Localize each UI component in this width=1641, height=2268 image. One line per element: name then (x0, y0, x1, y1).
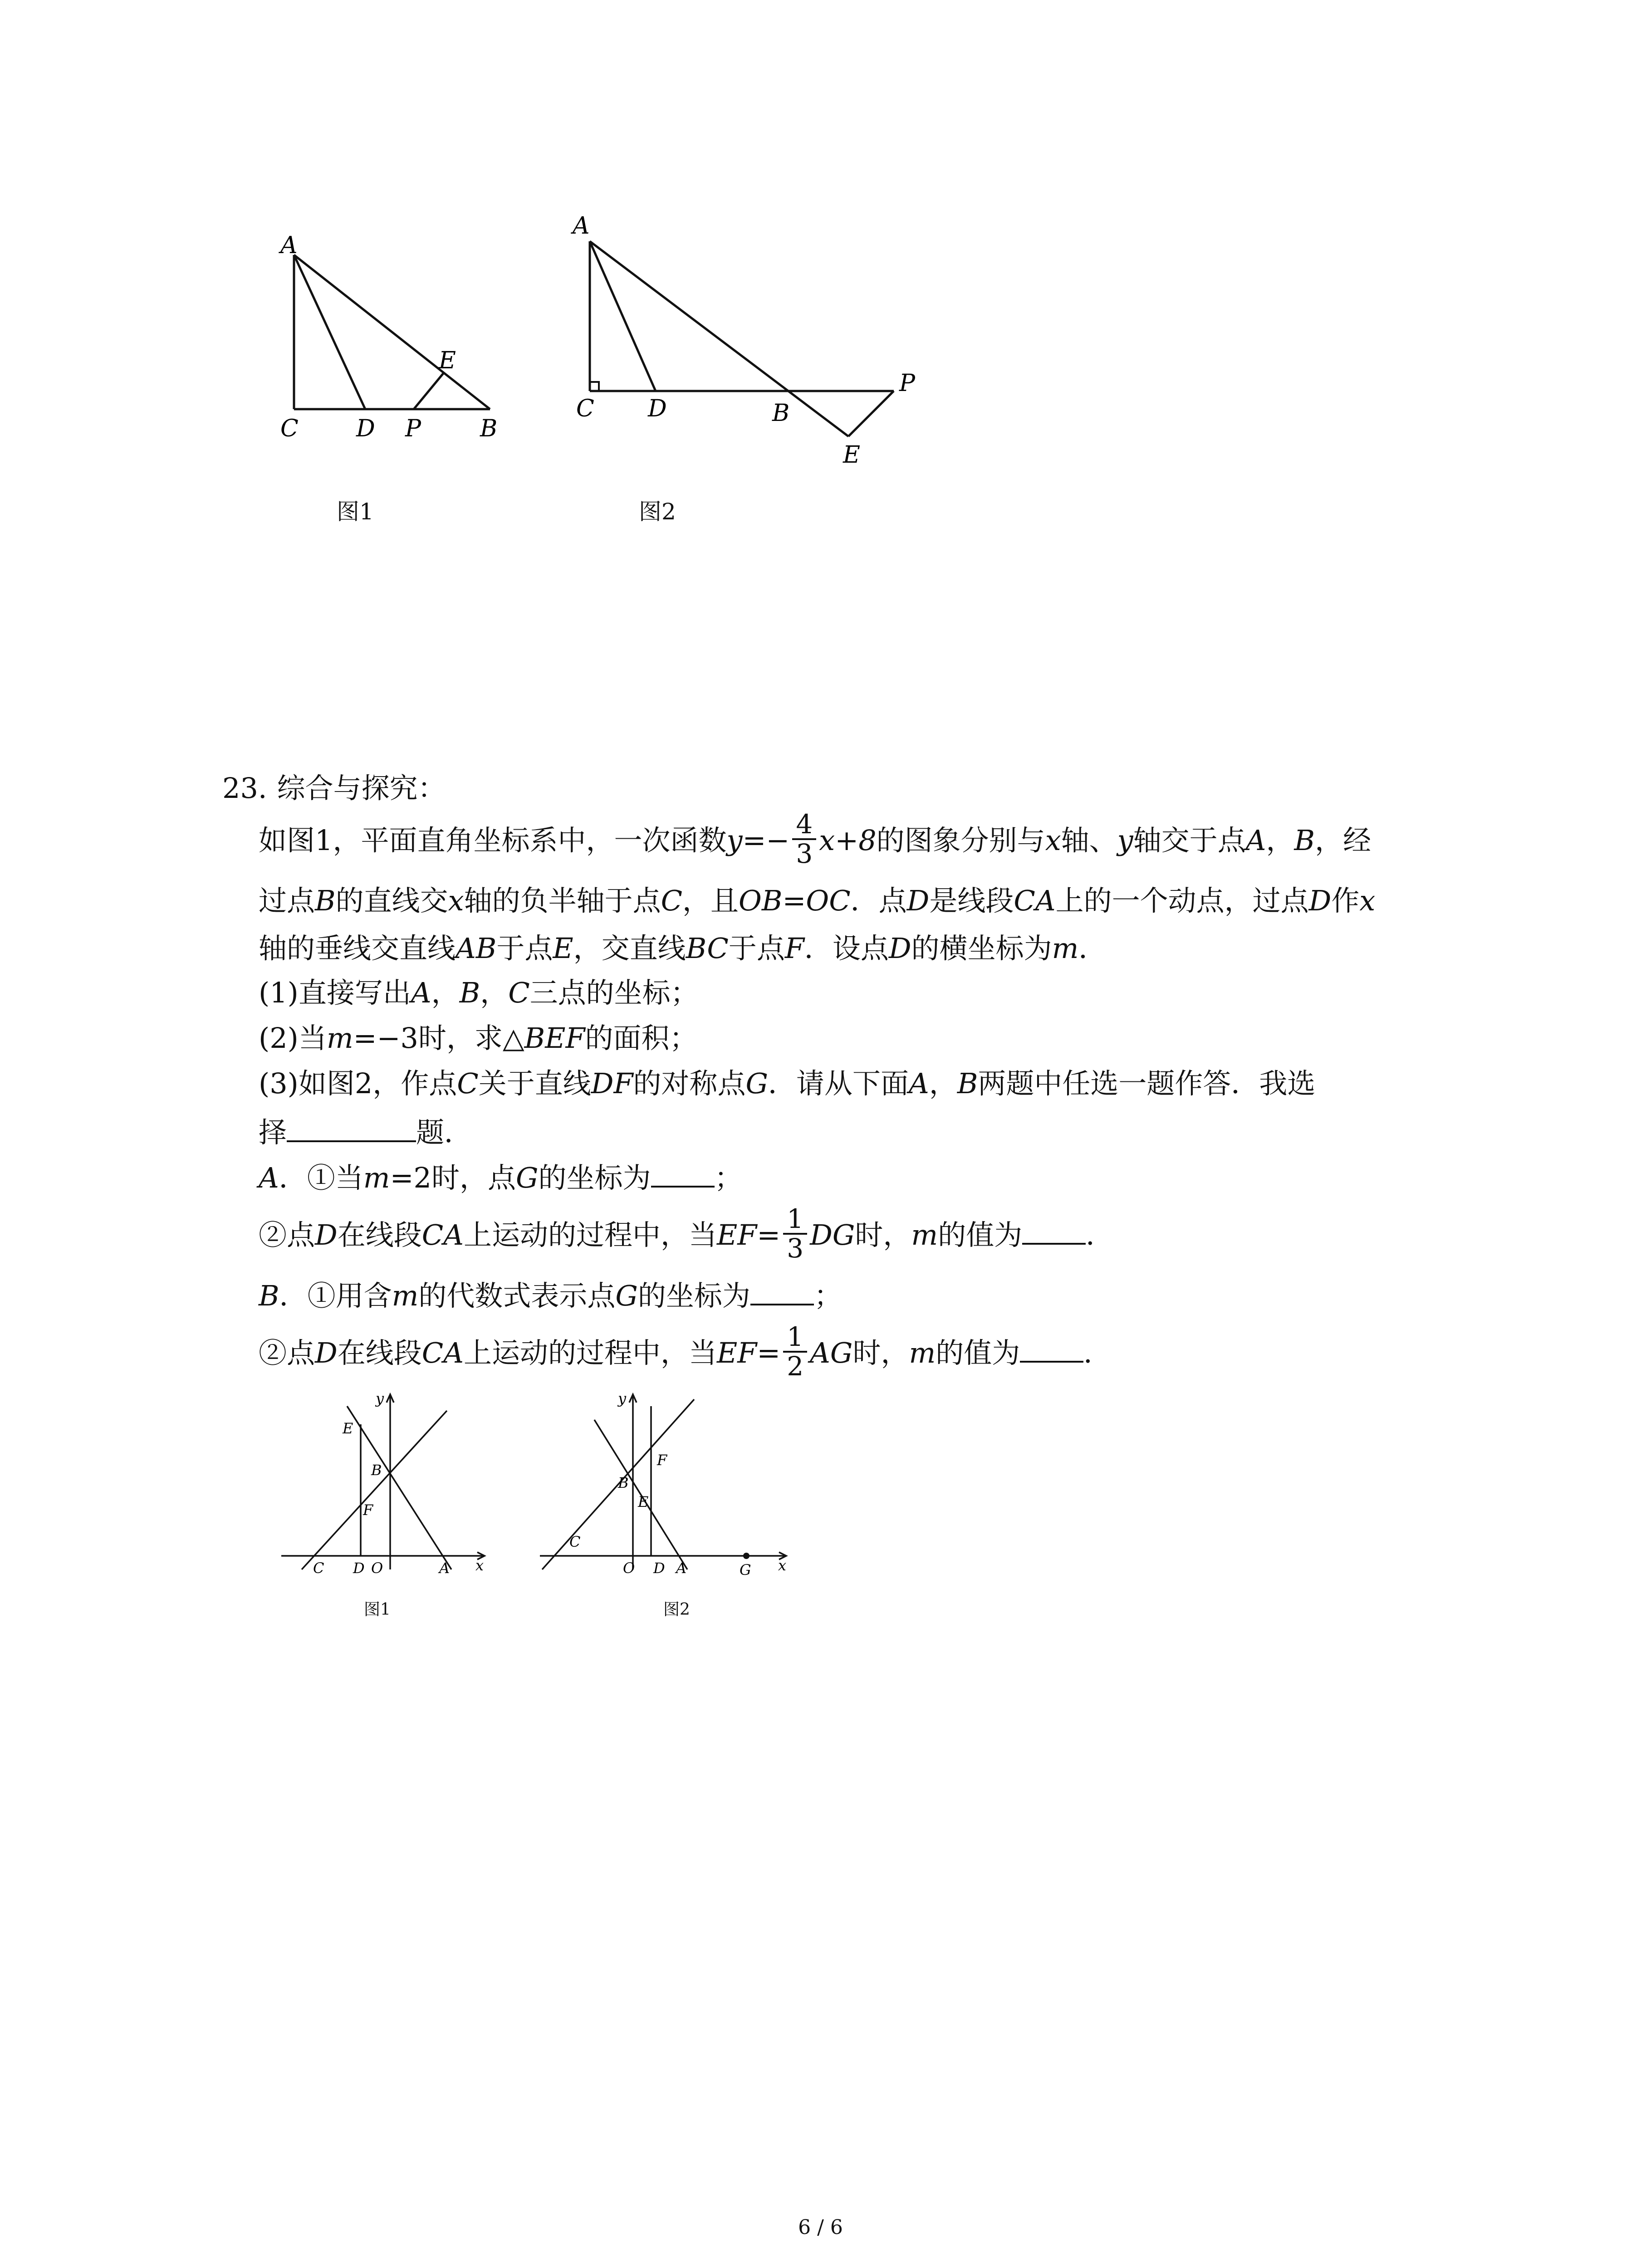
text: ．请从下面 (768, 1067, 909, 1100)
part-1 (259, 976, 699, 1009)
text: 上运动的过程中，当 (463, 1218, 717, 1252)
var-m: m (911, 1218, 938, 1252)
text: ， (480, 976, 509, 1009)
text: 的值为 (938, 1218, 1023, 1252)
text: 三点的坐标； (529, 976, 699, 1009)
var-A: A (411, 976, 431, 1009)
var-m: m (1052, 932, 1079, 965)
label-x: x (475, 1557, 484, 1574)
text: 的值为 (936, 1336, 1020, 1370)
text: (2)当 (259, 1022, 327, 1055)
text: ， (1266, 824, 1294, 857)
label-E: E (343, 1420, 353, 1437)
var-BEF: BEF (524, 1022, 585, 1055)
option-A-item-2 (259, 1203, 1114, 1266)
text: ．①用含 (279, 1279, 392, 1312)
answer-blank[interactable] (1022, 1217, 1086, 1245)
var-CA: CA (1014, 884, 1056, 917)
fraction-1-3 (783, 1205, 807, 1262)
text: 于点 (496, 932, 553, 965)
text: ． (1083, 1336, 1112, 1370)
label-B: B (480, 415, 498, 442)
var-DG: DG (810, 1218, 855, 1252)
text: 的坐标为 (538, 1161, 651, 1194)
text: ，经 (1315, 824, 1372, 857)
text: 时， (852, 1336, 909, 1370)
var-B: B (957, 1067, 978, 1100)
segment-AD (294, 255, 365, 409)
label-G: G (740, 1561, 751, 1579)
var-EF: EF (716, 1336, 757, 1370)
var-x: x (1359, 884, 1376, 917)
label-P: P (405, 415, 421, 442)
label-B: B (772, 400, 790, 427)
option-B-item-1 (259, 1278, 842, 1310)
segment-AE (590, 241, 848, 436)
fraction-denominator: 3 (796, 838, 813, 869)
text: ． (1086, 1218, 1114, 1252)
text: ； (714, 1161, 743, 1194)
text: 上运动的过程中，当 (463, 1336, 717, 1370)
top-figure-2-caption: 图2 (639, 499, 676, 525)
option-A-label: A (259, 1161, 279, 1194)
var-m: m (909, 1336, 936, 1370)
label-D: D (653, 1559, 665, 1577)
text: (1)直接写出 (259, 976, 411, 1009)
label-C: C (576, 395, 594, 422)
text: =2时，点 (390, 1161, 516, 1194)
label-D: D (353, 1559, 365, 1577)
text: 在线段 (337, 1336, 422, 1370)
text: 于点 (728, 932, 785, 965)
top-figure-2 (558, 213, 939, 476)
top-figure-1-caption: 图1 (337, 499, 374, 525)
var-AB: AB (456, 932, 497, 965)
var-m: m (363, 1161, 390, 1194)
text: 题． (416, 1116, 473, 1149)
var-D: D (1308, 884, 1332, 917)
label-E: E (638, 1493, 649, 1510)
text: 的直线交 (335, 884, 448, 917)
var-C: C (508, 976, 530, 1009)
var-m: m (326, 1022, 353, 1055)
text: ，且 (682, 884, 739, 917)
text: 过点 (259, 884, 315, 917)
label-B: B (618, 1474, 629, 1491)
text: 在线段 (337, 1218, 422, 1252)
question-title: 综合与探究： (277, 772, 446, 805)
label-O: O (623, 1559, 635, 1577)
var-D: D (315, 1336, 338, 1370)
var-x: x (1045, 824, 1061, 857)
var-B: B (459, 976, 480, 1009)
answer-blank[interactable] (651, 1160, 715, 1188)
text: 的横坐标为 (911, 932, 1052, 965)
var-G: G (615, 1279, 638, 1312)
var-AG: AG (810, 1336, 853, 1370)
choice-blank[interactable] (287, 1115, 416, 1142)
text: 如图1，平面直角坐标系中，一次函数 (259, 824, 727, 857)
option-B-label: B (259, 1279, 279, 1312)
text: = (757, 1218, 781, 1252)
text: ②点 (259, 1218, 315, 1252)
var-A: A (1245, 824, 1266, 857)
fraction-denominator: 2 (787, 1350, 804, 1382)
text: =−3时，求△ (353, 1022, 524, 1055)
right-angle-mark (590, 382, 599, 391)
coordinate-figure-2 (531, 1388, 794, 1579)
option-B-item-2 (259, 1321, 1112, 1384)
coordinate-figure-1-caption: 图1 (364, 1600, 391, 1619)
var-D: D (315, 1218, 338, 1252)
label-C: C (313, 1559, 324, 1577)
label-A: A (676, 1559, 687, 1577)
text: 的坐标为 (637, 1279, 750, 1312)
text: ； (813, 1279, 842, 1312)
label-D: D (356, 415, 375, 442)
var-C: C (661, 884, 683, 917)
segment-PE (414, 373, 444, 409)
option-A-item-1 (259, 1160, 743, 1192)
fraction-denominator: 3 (787, 1232, 804, 1264)
point-G (743, 1553, 749, 1559)
label-x: x (778, 1557, 787, 1574)
var-A: A (909, 1067, 929, 1100)
label-y: y (618, 1390, 627, 1407)
label-O: O (371, 1559, 383, 1577)
page-number: 6 / 6 (798, 2216, 843, 2239)
coordinate-figure-1 (277, 1388, 495, 1579)
label-F: F (363, 1501, 373, 1519)
text: ．①当 (279, 1161, 363, 1194)
var-D: D (906, 884, 930, 917)
var-B: B (1294, 824, 1315, 857)
top-figure-1 (254, 236, 517, 445)
label-D: D (648, 395, 667, 422)
var-y: y (1117, 824, 1133, 857)
fraction-numerator: 1 (783, 1323, 807, 1353)
var-G: G (516, 1161, 539, 1194)
segment-AD (590, 241, 656, 391)
var-BC: BC (686, 932, 729, 965)
text: ，交直线 (573, 932, 686, 965)
text: ， (431, 976, 460, 1009)
var-F: F (784, 932, 804, 965)
segment-AB (294, 255, 490, 409)
label-F: F (657, 1452, 667, 1469)
label-A: A (439, 1559, 450, 1577)
label-E: E (843, 441, 860, 469)
text: 的面积； (585, 1022, 698, 1055)
text: 关于直线 (478, 1067, 591, 1100)
text: 轴的负半轴于点 (464, 884, 661, 917)
var-CA: CA (421, 1218, 464, 1252)
fraction-1-2 (783, 1323, 807, 1380)
intro-line-3 (259, 934, 1107, 963)
text: 轴的垂线交直线 (259, 932, 456, 965)
text: ， (929, 1067, 957, 1100)
var-x: x (448, 884, 464, 917)
intro-line-1 (259, 809, 1372, 871)
var-m: m (392, 1279, 419, 1312)
equation-rhs: x+8 (819, 824, 877, 857)
answer-blank[interactable] (750, 1278, 814, 1305)
text: 的代数式表示点 (418, 1279, 616, 1312)
text: 的对称点 (633, 1067, 746, 1100)
text: 时， (855, 1218, 911, 1252)
text: ． (1078, 932, 1107, 965)
text: 择 (259, 1116, 287, 1149)
part-3-line-2 (259, 1115, 472, 1147)
answer-blank[interactable] (1020, 1335, 1083, 1363)
var-G: G (745, 1067, 769, 1100)
text: 是线段 (929, 884, 1014, 917)
fraction-numerator: 4 (792, 811, 816, 840)
line-BC (302, 1411, 447, 1569)
label-P: P (899, 370, 915, 397)
label-B: B (371, 1461, 382, 1479)
intro-line-2 (259, 884, 1376, 917)
text: 作 (1331, 884, 1360, 917)
var-B: B (315, 884, 336, 917)
text: (3)如图2，作点 (259, 1067, 457, 1100)
question-number (222, 766, 446, 806)
text: 两题中任选一题作答．我选 (978, 1067, 1316, 1100)
text: = (757, 1336, 781, 1370)
text: 的图象分别与 (876, 824, 1045, 857)
question-number-text: 23. (222, 772, 267, 805)
label-A: A (573, 213, 590, 240)
text: 轴、 (1061, 824, 1117, 857)
var-CA: CA (421, 1336, 464, 1370)
text: ②点 (259, 1336, 315, 1370)
fraction-numerator: 1 (783, 1205, 807, 1235)
text: 上的一个动点，过点 (1055, 884, 1309, 917)
text: ．设点 (804, 932, 889, 965)
var-EF: EF (716, 1218, 757, 1252)
line-AB (347, 1406, 451, 1569)
var-C: C (457, 1067, 479, 1100)
var-E: E (553, 932, 573, 965)
label-C: C (569, 1533, 581, 1550)
part-3 (259, 1067, 1316, 1100)
text: 轴交于点 (1133, 824, 1246, 857)
coordinate-figure-2-caption: 图2 (663, 1600, 690, 1619)
equation-lhs: y=− (726, 824, 790, 857)
var-DF: DF (591, 1067, 633, 1100)
var-D: D (888, 932, 911, 965)
fraction-4-3 (792, 811, 816, 868)
equation-OB-OC: OB=OC (739, 884, 851, 917)
label-E: E (439, 347, 456, 374)
label-C: C (280, 415, 299, 442)
label-y: y (376, 1390, 384, 1407)
segment-PE (848, 391, 894, 436)
label-A: A (280, 236, 298, 259)
text: ．点 (850, 884, 907, 917)
part-2 (259, 1022, 698, 1055)
